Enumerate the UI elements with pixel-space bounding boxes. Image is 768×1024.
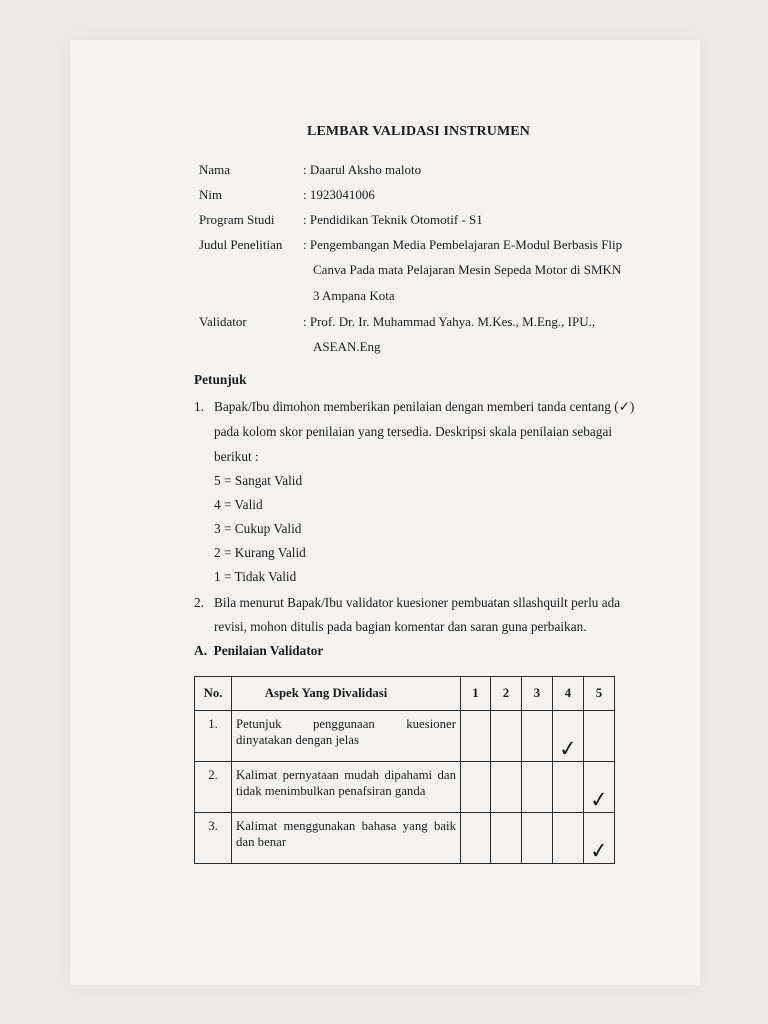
label-program-studi: Program Studi <box>199 212 275 227</box>
row-number: 2. <box>195 762 232 813</box>
petunjuk-item-1-line-1: Bapak/Ibu dimohon memberikan penilaian dengan memberi tanda centang (✓) <box>214 399 635 414</box>
score-cell-5[interactable] <box>584 762 615 813</box>
check-mark-icon: ✓ <box>557 736 579 763</box>
petunjuk-item-1-number: 1. <box>194 399 204 414</box>
petunjuk-item-2-line-2: revisi, mohon ditulis pada bagian komentar dan saran guna perbaikan. <box>214 619 587 634</box>
score-cell-2[interactable] <box>491 711 522 762</box>
header-aspek: Aspek Yang Divalidasi <box>232 677 461 711</box>
scale-item: 3 = Cukup Valid <box>214 521 302 536</box>
table-row <box>195 813 615 864</box>
header-score-5: 5 <box>584 677 615 711</box>
score-cell-5[interactable] <box>584 711 615 762</box>
value-nama: : Daarul Aksho maloto <box>303 162 422 177</box>
score-cell-4[interactable] <box>553 711 584 762</box>
score-cell-1[interactable] <box>461 813 491 864</box>
score-cell-3[interactable] <box>522 762 553 813</box>
header-score-4: 4 <box>553 677 584 711</box>
value-judul-line-3: 3 Ampana Kota <box>313 288 395 303</box>
score-cell-3[interactable] <box>522 711 553 762</box>
check-mark-icon: ✓ <box>588 838 610 865</box>
petunjuk-item-1-line-2: pada kolom skor penilaian yang tersedia. Deskripsi skala penilaian sebagai <box>214 424 613 439</box>
table-header-row <box>195 677 615 711</box>
check-mark-icon: ✓ <box>588 787 610 814</box>
petunjuk-item-1-line-3: berikut : <box>214 449 259 464</box>
label-nama: Nama <box>199 162 231 177</box>
scale-item: 4 = Valid <box>214 497 263 512</box>
row-aspek: Kalimat pernyataan mudah dipahami dan tidak menimbulkan penafsiran ganda <box>232 762 461 813</box>
header-score-1: 1 <box>461 677 491 711</box>
document-title: LEMBAR VALIDASI INSTRUMEN <box>307 124 530 139</box>
value-program-studi: : Pendidikan Teknik Otomotif - S1 <box>303 212 483 227</box>
value-validator-line-2: ASEAN.Eng <box>313 339 381 354</box>
value-judul-line-2: Canva Pada mata Pelajaran Mesin Sepeda Motor di SMKN <box>313 262 622 277</box>
scale-item: 1 = Tidak Valid <box>214 569 297 584</box>
value-validator-line-1: : Prof. Dr. Ir. Muhammad Yahya. M.Kes., M.Eng., IPU., <box>303 314 596 329</box>
scale-item: 2 = Kurang Valid <box>214 545 306 560</box>
label-judul-penelitian: Judul Penelitian <box>199 237 283 252</box>
table-row <box>195 711 615 762</box>
row-aspek: Petunjuk penggunaan kuesioner dinyatakan dengan jelas <box>232 711 461 762</box>
row-number: 1. <box>195 711 232 762</box>
table-row <box>195 762 615 813</box>
value-judul-line-1: : Pengembangan Media Pembelajaran E-Modul Berbasis Flip <box>303 237 623 252</box>
score-cell-2[interactable] <box>491 813 522 864</box>
label-validator: Validator <box>199 314 247 329</box>
validation-table <box>194 676 615 864</box>
label-nim: Nim <box>199 187 223 202</box>
header-no: No. <box>195 677 232 711</box>
row-number: 3. <box>195 813 232 864</box>
value-nim: : 1923041006 <box>303 187 375 202</box>
row-aspek: Kalimat menggunakan bahasa yang baik dan benar <box>232 813 461 864</box>
score-cell-3[interactable] <box>522 813 553 864</box>
score-cell-4[interactable] <box>553 813 584 864</box>
score-cell-5[interactable] <box>584 813 615 864</box>
header-score-2: 2 <box>491 677 522 711</box>
score-cell-2[interactable] <box>491 762 522 813</box>
score-cell-1[interactable] <box>461 711 491 762</box>
section-a-heading: A. Penilaian Validator <box>194 643 324 658</box>
score-cell-4[interactable] <box>553 762 584 813</box>
score-cell-1[interactable] <box>461 762 491 813</box>
petunjuk-item-2-line-1: Bila menurut Bapak/Ibu validator kuesioner pembuatan sllashquilt perlu ada <box>214 595 621 610</box>
scale-item: 5 = Sangat Valid <box>214 473 303 488</box>
header-score-3: 3 <box>522 677 553 711</box>
petunjuk-item-2-number: 2. <box>194 595 204 610</box>
petunjuk-heading: Petunjuk <box>194 372 247 387</box>
